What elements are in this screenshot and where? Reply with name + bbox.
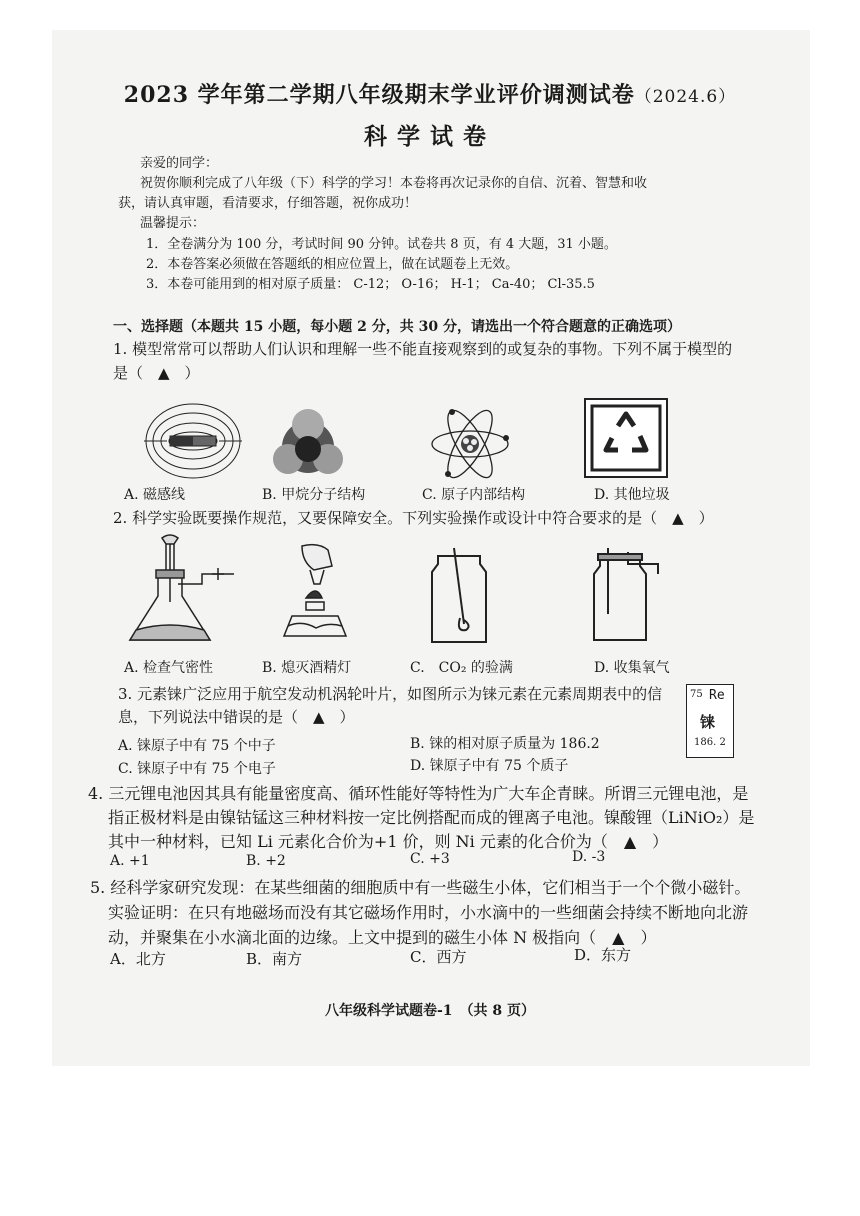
element-symbol: Re <box>709 688 725 703</box>
q4-option-d: D. -3 <box>572 849 606 865</box>
atom-structure-figure <box>428 404 512 484</box>
q5-option-a: A．北方 <box>110 950 166 968</box>
q4-option-c: C. +3 <box>410 851 450 867</box>
intro-line-1: 祝贺你顺利完成了八年级（下）科学的学习！本卷将再次记录你的自信、沉着、智慧和收 <box>140 176 648 191</box>
q3-stem-line-1: 3. 元素铼广泛应用于航空发动机涡轮叶片，如图所示为铼元素在元素周期表中的信 <box>118 685 663 703</box>
element-mass: 186. 2 <box>694 737 726 748</box>
element-rhenium-box <box>686 684 734 758</box>
exam-subtitle: 科学试卷 <box>364 123 496 150</box>
tip-3: 3．本卷可能用到的相对原子质量： C-12； O-16； H-1； Ca-40； Cl-35.5 <box>146 277 595 292</box>
q2-option-b: B. 熄灭酒精灯 <box>262 660 352 676</box>
magnetic-field-lines-figure <box>142 400 244 482</box>
q3-stem-line-2: 息，下列说法中错误的是（ ▲ ） <box>118 708 355 726</box>
q3-option-d: D. 铼原子中有 75 个质子 <box>410 758 569 774</box>
airtightness-check-figure <box>122 530 244 652</box>
q1-stem-line-2: 是（ ▲ ） <box>113 364 200 382</box>
q4-option-a: A. +1 <box>110 853 150 869</box>
exam-title: 2023 学年第二学期八年级期末学业评价调测试卷（2024.6） <box>123 82 737 108</box>
q1-option-b: B. 甲烷分子结构 <box>262 487 366 503</box>
q2-option-a: A. 检查气密性 <box>124 660 214 676</box>
q5-stem-line-3: 动，并聚集在小水滴北面的边缘。上文中提到的磁生小体 N 极指向（ ▲ ） <box>108 928 657 947</box>
q1-option-c: C. 原子内部结构 <box>422 487 526 503</box>
q5-option-c: C．西方 <box>410 948 467 966</box>
extinguish-lamp-figure <box>262 540 362 652</box>
q2-option-c: C. CO₂ 的验满 <box>410 660 513 676</box>
recycling-sign-figure <box>584 398 668 478</box>
tips-title: 温馨提示： <box>140 216 206 231</box>
q4-stem-line-3: 其中一种材料，已知 Li 元素化合价为+1 价，则 Ni 元素的化合价为（ ▲ ） <box>108 832 669 851</box>
tip-2: 2．本卷答案必须做在答题纸的相应位置上，做在试题卷上无效。 <box>146 257 519 272</box>
tip-1: 1．全卷满分为 100 分，考试时间 90 分钟。试卷共 8 页，有 4 大题，31 小题。 <box>146 237 617 252</box>
q3-option-c: C. 铼原子中有 75 个电子 <box>118 761 276 777</box>
element-name: 铼 <box>700 713 716 731</box>
co2-test-figure <box>424 546 494 646</box>
q4-stem-line-1: 4. 三元锂电池因其具有能量密度高、循环性能好等特性为广大车企青睐。所谓三元锂电池，是 <box>88 784 749 803</box>
intro-line-2: 获，请认真审题，看清要求，仔细答题，祝你成功！ <box>118 196 418 211</box>
q5-option-b: B．南方 <box>246 950 303 968</box>
q2-stem: 2. 科学实验既要操作规范，又要保障安全。下列实验操作或设计中符合要求的是（ ▲ ） <box>113 509 714 527</box>
q4-option-b: B. +2 <box>246 853 286 869</box>
greeting: 亲爱的同学： <box>140 156 219 171</box>
page-footer: 八年级科学试题卷-1 （共 8 页） <box>324 1003 536 1019</box>
q5-stem-line-2: 实验证明：在只有地磁场而没有其它磁场作用时，小水滴中的一些细菌会持续不断地向北游 <box>108 903 749 922</box>
q3-option-b: B. 铼的相对原子质量为 186.2 <box>410 736 600 752</box>
q4-stem-line-2: 指正极材料是由镍钴锰这三种材料按一定比例搭配而成的锂离子电池。镍酸锂（LiNiO₂）是 <box>108 808 755 827</box>
q1-stem-line-1: 1. 模型常常可以帮助人们认识和理解一些不能直接观察到的或复杂的事物。下列不属于模型的 <box>113 340 733 358</box>
q5-option-d: D．东方 <box>574 946 632 964</box>
oxygen-collection-figure <box>582 544 666 644</box>
element-number: 75 <box>690 689 703 700</box>
q5-stem-line-1: 5. 经科学家研究发现：在某些细菌的细胞质中有一些磁生小体，它们相当于一个个微小磁针。 <box>90 878 751 897</box>
q3-option-a: A. 铼原子中有 75 个中子 <box>118 738 276 754</box>
q2-option-d: D. 收集氧气 <box>594 660 670 676</box>
methane-molecule-figure <box>270 405 346 481</box>
q1-option-a: A. 磁感线 <box>124 487 186 503</box>
section-heading: 一、选择题（本题共 15 小题，每小题 2 分，共 30 分，请选出一个符合题意的正确选项） <box>113 319 681 335</box>
q1-option-d: D. 其他垃圾 <box>594 487 670 503</box>
